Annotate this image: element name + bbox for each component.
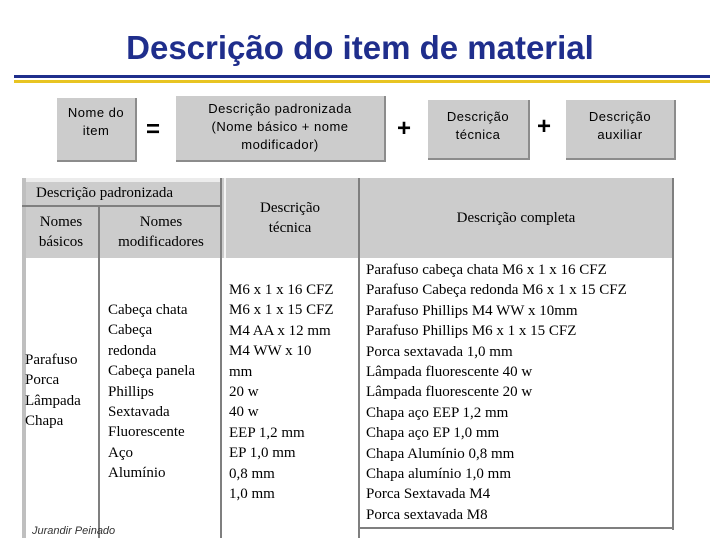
- descricao-completa-item: Parafuso Cabeça redonda M6 x 1 x 15 CFZ: [366, 282, 627, 299]
- table-bottom-border: [358, 527, 674, 529]
- nome-modificador-item: Sextavada: [108, 404, 170, 421]
- nome-modificador-item: Cabeça chata: [108, 302, 188, 318]
- descricao-completa-item: Porca Sextavada M4: [366, 486, 491, 503]
- descricao-tecnica-item: M6 x 1 x 15 CFZ: [229, 302, 334, 319]
- author-credit: Jurandir Peinado: [32, 525, 116, 537]
- header-nomes-basicos: Nomes básicos: [38, 214, 84, 250]
- descricao-tecnica-item: EEP 1,2 mm: [229, 424, 305, 441]
- header-descricao-tecnica: Descrição técnica: [260, 200, 320, 236]
- column-descricao-tecnica: [229, 280, 334, 504]
- descricao-tecnica-item: 1,0 mm: [229, 486, 275, 503]
- descricao-completa-item: Chapa alumínio 1,0 mm: [366, 466, 511, 483]
- descricao-completa-item: Chapa Alumínio 0,8 mm: [366, 445, 515, 462]
- header-descricao-completa: Descrição completa: [456, 210, 576, 226]
- descricao-completa-item: Porca sextavada 1,0 mm: [366, 343, 513, 360]
- descricao-tecnica-item: 20 w: [229, 384, 259, 401]
- equals-sign: =: [146, 116, 161, 143]
- descricao-tecnica-item: EP 1,0 mm: [229, 445, 296, 462]
- column-descricao-completa: [366, 260, 627, 525]
- title-underline-blue: [14, 75, 710, 78]
- descricao-padronizada-box: Descrição padronizada (Nome básico + nome modificador): [176, 96, 386, 162]
- slide-title: Descrição do item de material: [126, 29, 594, 66]
- descricao-tecnica-item: mm: [229, 363, 253, 380]
- descricao-auxiliar-box: Descrição auxiliar: [566, 100, 676, 160]
- header-nomes-modificadores: Nomes modificadores: [118, 214, 204, 250]
- nome-modificador-item: Phillips: [108, 383, 154, 400]
- column-divider-3: [358, 178, 360, 538]
- nome-modificador-item: redonda: [108, 342, 157, 359]
- descricao-completa-item: Chapa aço EEP 1,2 mm: [366, 404, 509, 421]
- nome-modificador-item: Cabeça: [108, 322, 153, 339]
- column-divider-1: [98, 207, 100, 538]
- plus-sign-2: +: [537, 113, 552, 140]
- column-nomes-basicos: [25, 350, 81, 432]
- descricao-tecnica-item: M6 x 1 x 16 CFZ: [229, 282, 334, 298]
- descricao-tecnica-item: M4 AA x 12 mm: [229, 322, 331, 339]
- nome-modificador-item: Fluorescente: [108, 424, 185, 441]
- header-top-highlight: [22, 178, 222, 182]
- descricao-tecnica-item: M4 WW x 10: [229, 343, 312, 360]
- column-nomes-modificadores: [108, 300, 195, 484]
- nome-basico-item: Parafuso: [25, 352, 78, 368]
- plus-sign-1: +: [397, 115, 412, 142]
- header-descricao-padronizada: Descrição padronizada: [36, 185, 174, 201]
- descricao-completa-item: Parafuso Phillips M6 x 1 x 15 CFZ: [366, 323, 577, 340]
- descricao-tecnica-box: Descrição técnica: [428, 100, 530, 160]
- descricao-tecnica-item: 0,8 mm: [229, 465, 275, 482]
- descricao-completa-item: Parafuso Phillips M4 WW x 10mm: [366, 302, 578, 319]
- descricao-completa-item: Porca sextavada M8: [366, 506, 488, 523]
- nome-basico-item: Lâmpada: [25, 392, 81, 409]
- descricao-completa-item: Lâmpada fluorescente 20 w: [366, 384, 533, 401]
- table-right-border: [672, 178, 674, 530]
- descricao-completa-item: Lâmpada fluorescente 40 w: [366, 364, 533, 381]
- nome-basico-item: Chapa: [25, 413, 64, 430]
- nome-modificador-item: Alumínio: [108, 465, 166, 482]
- nome-modificador-item: Aço: [108, 444, 133, 461]
- descricao-completa-item: Chapa aço EP 1,0 mm: [366, 425, 500, 442]
- nome-modificador-item: Cabeça panela: [108, 363, 196, 380]
- descricao-tecnica-item: 40 w: [229, 404, 259, 421]
- header-divider: [22, 205, 222, 207]
- nome-basico-item: Porca: [25, 372, 60, 389]
- title-underline-gold: [14, 80, 710, 83]
- nome-do-item-box: Nome do item: [57, 98, 137, 162]
- descricao-completa-item: Parafuso cabeça chata M6 x 1 x 16 CFZ: [366, 262, 607, 278]
